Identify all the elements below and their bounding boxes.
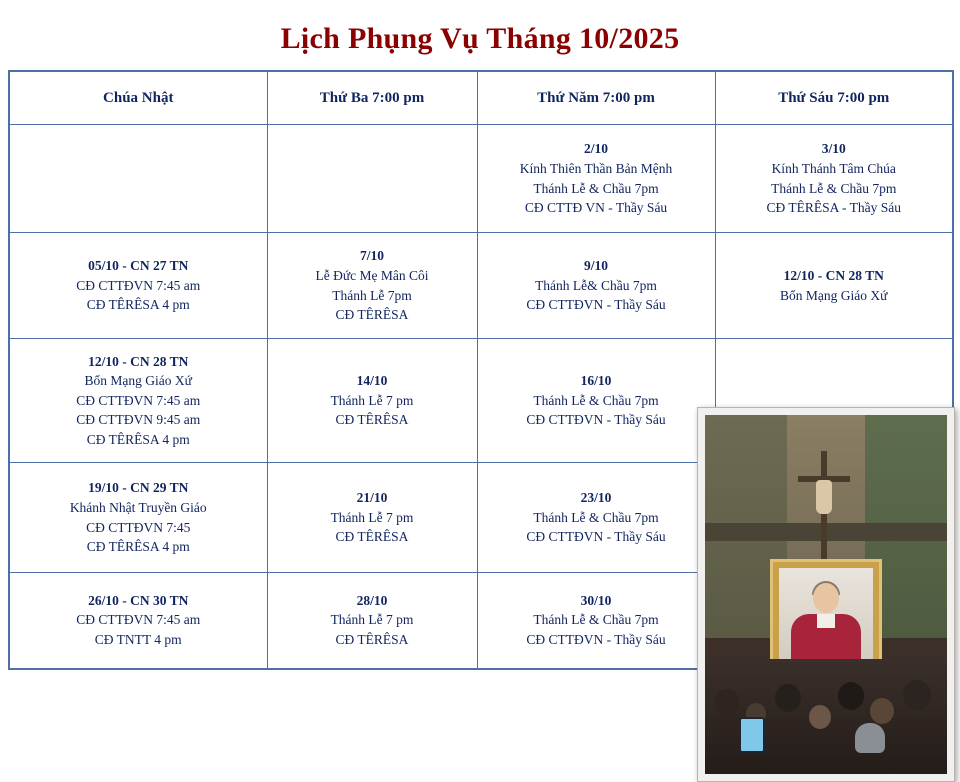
cell-detail-line: Lễ Đức Mẹ Mân Côi (315, 267, 429, 283)
calendar-cell-r5-c1 (9, 573, 267, 669)
cell-detail-line: CĐ TÊRÊSA (335, 412, 409, 428)
calendar-cell-r2-c2 (267, 233, 477, 339)
cell-detail-line: Thánh Lễ & Chầu 7pm (771, 180, 897, 196)
calendar-cell-r3-c3 (477, 339, 715, 463)
cell-date: 12/10 - CN 28 TN (88, 353, 189, 369)
calendar-cell-r1-c3 (477, 125, 715, 233)
calendar-cell-r5-c2 (267, 573, 477, 669)
cell-detail-line: CĐ CTTĐVN 7:45 am (76, 277, 201, 293)
calendar-cell-r1-c2 (267, 125, 477, 233)
cell-date: 3/10 (821, 141, 846, 157)
cell-date: 26/10 - CN 30 TN (88, 592, 189, 608)
cell-date: 23/10 (580, 490, 612, 506)
cell-detail-line: CĐ TÊRÊSA (335, 529, 409, 545)
calendar-cell-r2-c1 (9, 233, 267, 339)
cell-detail-line: Thánh Lễ 7 pm (330, 392, 414, 408)
cell-date: 14/10 (356, 373, 388, 389)
calendar-cell-r1-c4 (715, 125, 953, 233)
phone-screen-icon (739, 717, 765, 753)
cell-date: 2/10 (583, 141, 608, 157)
calendar-container (0, 70, 960, 670)
calendar-cell-r3-c1 (9, 339, 267, 463)
cell-detail-line: Thánh Lễ & Chầu 7pm (533, 180, 659, 196)
cell-date: 05/10 - CN 27 TN (88, 258, 189, 274)
cell-detail-line: Bổn Mạng Giáo Xứ (84, 373, 192, 389)
cell-detail-line: CĐ CTTĐVN - Thầy Sáu (526, 529, 666, 545)
cell-detail-line: CĐ CTTĐVN 9:45 am (76, 412, 201, 428)
calendar-cell-r4-c1 (9, 463, 267, 573)
column-header-friday: Thứ Sáu 7:00 pm (715, 71, 953, 125)
cell-date: 16/10 (580, 373, 612, 389)
cell-detail-line: CĐ TÊRÊSA 4 pm (86, 539, 190, 555)
cell-detail-line: Thánh Lễ 7pm (332, 287, 412, 303)
cell-detail-line: Thánh Lễ 7 pm (330, 509, 414, 525)
table-row (9, 125, 953, 233)
cell-detail-line: CĐ CTTĐVN - Thầy Sáu (526, 297, 666, 313)
photo-image (705, 415, 947, 774)
cell-date: 19/10 - CN 29 TN (88, 480, 189, 496)
cell-date: 9/10 (583, 258, 608, 274)
column-header-tuesday: Thứ Ba 7:00 pm (267, 71, 477, 125)
congregation-crowd (705, 659, 947, 774)
cell-detail-line: Thánh Lễ & Chầu 7pm (533, 392, 659, 408)
page-title: Lịch Phụng Vụ Tháng 10/2025 (280, 22, 680, 55)
cell-detail-line: CĐ CTTĐ VN - Thầy Sáu (524, 200, 668, 216)
cell-detail-line: CĐ TÊRÊSA (335, 307, 409, 323)
column-header-thursday: Thứ Năm 7:00 pm (477, 71, 715, 125)
cell-detail-line: Kính Thiên Thần Bản Mệnh (519, 160, 673, 176)
cell-detail-line: Bổn Mạng Giáo Xứ (780, 287, 888, 303)
calendar-cell-r3-c2 (267, 339, 477, 463)
cell-date: 21/10 (356, 490, 388, 506)
calendar-cell-r1-c1 (9, 125, 267, 233)
cell-detail-line: Thánh Lễ 7 pm (330, 612, 414, 628)
calendar-cell-r2-c4 (715, 233, 953, 339)
column-header-sunday: Chúa Nhật (9, 71, 267, 125)
cell-date: 28/10 (356, 592, 388, 608)
cell-detail-line: Khánh Nhật Truyền Giáo (69, 499, 207, 515)
cell-detail-line: CĐ TÊRÊSA (335, 632, 409, 648)
cell-detail-line: Kính Thánh Tâm Chúa (771, 160, 896, 176)
cell-date: 12/10 - CN 28 TN (783, 267, 884, 283)
calendar-cell-r4-c2 (267, 463, 477, 573)
cell-detail-line: CĐ TÊRÊSA 4 pm (86, 297, 190, 313)
cell-detail-line: CĐ TÊRÊSA 4 pm (86, 431, 190, 447)
cell-detail-line: Thánh Lễ & Chầu 7pm (533, 509, 659, 525)
calendar-cell-r2-c3 (477, 233, 715, 339)
cell-date: 30/10 (580, 592, 612, 608)
cell-detail-line: CĐ CTTĐVN 7:45 am (76, 612, 201, 628)
table-row (9, 233, 953, 339)
cell-detail-line: CĐ CTTĐVN - Thầy Sáu (526, 412, 666, 428)
cell-detail-line: CĐ TNTT 4 pm (94, 632, 182, 648)
calendar-cell-r4-c3 (477, 463, 715, 573)
cell-detail-line: CĐ TÊRÊSA - Thầy Sáu (766, 200, 901, 216)
cell-detail-line: Thánh Lễ& Chầu 7pm (535, 277, 657, 293)
cell-detail-line: CĐ CTTĐVN - Thầy Sáu (526, 632, 666, 648)
cell-detail-line: CĐ CTTĐVN 7:45 am (76, 392, 201, 408)
cell-date: 7/10 (359, 248, 384, 264)
table-header-row (9, 71, 953, 125)
parish-photo (697, 407, 955, 782)
cell-detail-line: CĐ CTTĐVN 7:45 (86, 519, 191, 535)
cell-detail-line: Thánh Lễ & Chầu 7pm (533, 612, 659, 628)
calendar-cell-r5-c3 (477, 573, 715, 669)
